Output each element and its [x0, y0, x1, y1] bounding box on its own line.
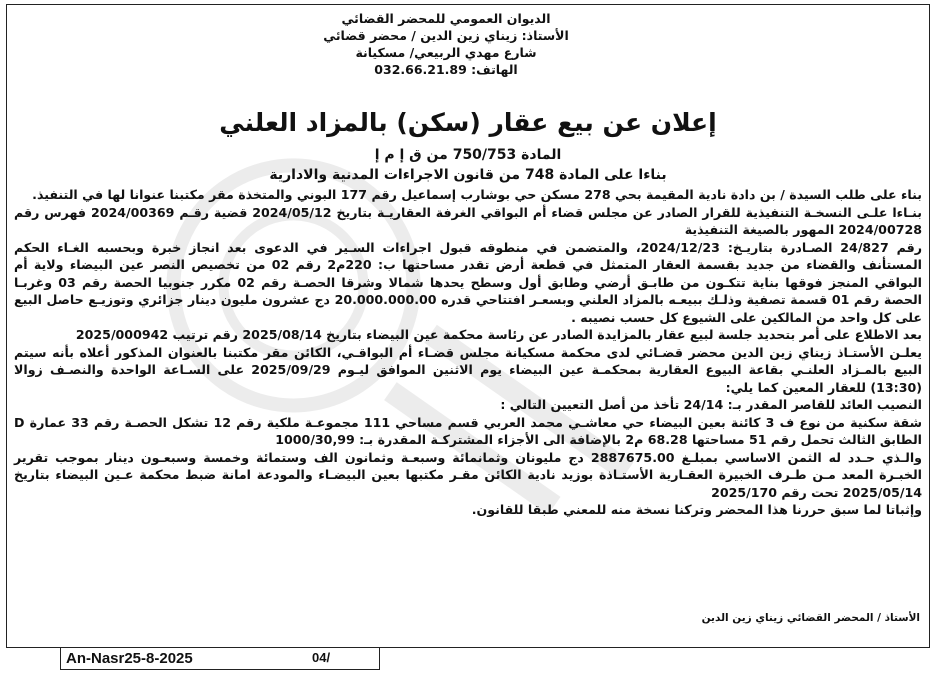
body-paragraph-price: والـذي حـدد له الثمن الاساسي بمبلـغ 2887675.00 دج مليونان وثمانمائة وسبعـة وثمانون الف وستمائة وخمسة وسبعـون دينار بموجب تقرير الخبـرة المعد مـن طـرف الخبيرة العقـارية الأستـاذة بوزيد نادية الكائن مقـر مكتبها بعين البيضـاء والمودعة امانة ضبط محكمة عـين البيضاء بتاريخ 2025/05/14 تحت رقم 2025/170 — [14, 449, 923, 500]
bailiff-header — [286, 10, 606, 78]
office-name: الديوان العمومي للمحضر القضائي — [341, 11, 551, 26]
office-address: شارع مهدي الربيعي/ مسكيانة — [355, 45, 537, 60]
legal-article: المادة 750/753 من ق إ م إ — [374, 147, 562, 163]
body-paragraph-request: بناء على طلب السيدة / بن دادة نادية المقيمة بحي 278 مسكن حي بوشارب إسماعيل رقم 177 البوني والمتخذة مقر مكتبنا عنوانا لها في التنفيذ. — [32, 187, 922, 202]
page-number: 04/ — [312, 650, 331, 665]
body-paragraph-announcement: يعلـن الأستـاذ زيناي زين الدين محضر قضـائي لدى محكمة مسكيانة مجلس قضـاء أم البواقـي، الكائن مقر مكتبنا بالعنوان المذكور أعلاه بأنه سيتم البيع بالمـزاد العلنـي بقاعة البيوع العقارية بمحكمـة عين البيضاء يوم الاثنين الموافق ليـوم 2025/09/29 على السـاعة الواحدة والنصـف زوالا (13:30) للعقار المعين كما يلي: — [14, 344, 922, 395]
bailiff-name: الأستاذ: زيناي زين الدين / محضر قضائي — [323, 28, 569, 43]
notice-title: إعلان عن بيع عقار (سكن) بالمزاد العلني — [219, 108, 717, 137]
legal-basis: بناءا على المادة 748 من قانون الاجراءات المدنية والادارية — [269, 167, 667, 183]
body-paragraph-ruling: رقم 24/827 الصـادرة بتاريـخ: 2024/12/23، والمتضمن في منطوقه قبول اجراءات السـير في الدعوى بعد انجاز خبرة وبحسبه الغـاء الحكم المستأنف والقضاء من جديد بقسمة العقار المتمثل في قطعة أرض تقدر مساحتها ب: 220م2 رقم 02 من تخصيص النصر عين البيضاء ولاية أم البواقي المنجز فوقها بناية تتكـون من طابـق أرضي وطابق أول وسطح يحدها شمالا وشرقا الحصـة رقم 02 مكرر جنوبيا الحصة رقم 03 وغربـا الحصة رقم 01 قسمة تصفية وذلـك ببيعـه بالمزاد العلني وبسعـر افتتاحي قدره 20.000.000.00 دج عشرون مليون دينار جزائري وتوزيـع حاصل البيع على كل واحد من المالكين على الشيوع كل حسب نصيبه . — [14, 239, 923, 325]
office-phone: الهاتف: 032.66.21.89 — [374, 62, 518, 77]
signature-line: الأستاذ / المحضر القضائي زيناي زين الدين — [701, 612, 920, 624]
body-paragraph-closing: وإثباتا لما سبق حررنا هذا المحضر وتركنا نسخة منه للمعني طبقا للقانون. — [471, 502, 922, 517]
notice-body — [14, 186, 922, 519]
body-paragraph-share: النصيب العائد للقاصر المقدر بـ: 24/14 تأخذ من أصل التعيين التالي : — [500, 397, 922, 412]
body-paragraph-judgment: بنـاءا علـى النسخـة التنفيذية للقرار الصادر عن مجلس قضاء أم البواقي الغرفة العقاريـة بتاريخ 2024/05/12 قضية رقـم 2024/00369 فهرس رقم 2024/00728 المهور بالصيغة التنفيذية — [14, 204, 922, 237]
body-paragraph-property: شقة سكنية من نوع ف 3 كائنة بعين البيضاء حي معاشـي محمد العربي قسم مساحي 111 مجموعـة ملكية رقم 12 تشكل الحصـة رقم 33 عمارة D الطابق الثالث تحمل رقم 51 مساحتها 68.28 م2 بالإضافة الى الأجزاء المشتركـة المقدرة بـ: 1000/30,99 — [14, 414, 922, 447]
body-paragraph-order: بعد الاطلاع على أمر بتحديد جلسة لبيع عقار بالمزايدة الصادر عن رئاسة محكمة عين البيضاء بتاريخ 2025/08/14 رقم ترتيب 2025/000942 — [75, 327, 922, 342]
publication-reference: An-Nasr25-8-2025 — [66, 650, 193, 667]
